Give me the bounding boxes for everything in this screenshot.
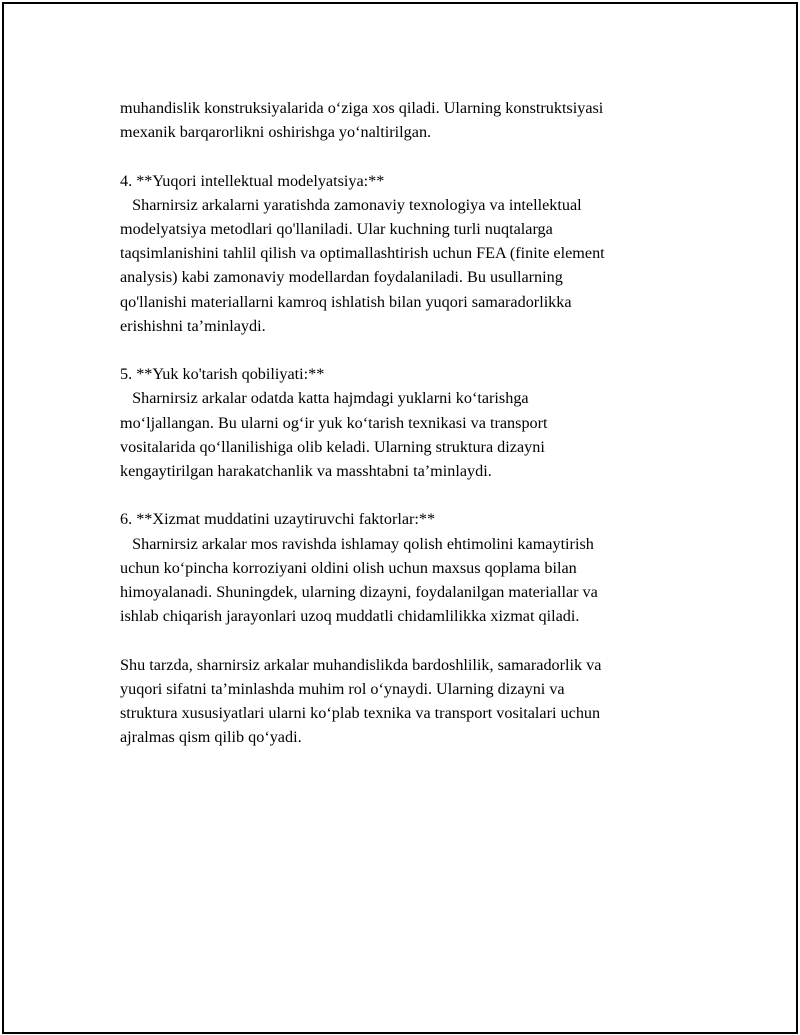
paragraph-continuation xyxy=(120,96,680,144)
paragraph-item-4 xyxy=(120,169,680,338)
text-line: qo'llanishi materiallarni kamroq ishlatish bilan yuqori samaradorlikka xyxy=(120,292,572,311)
text-line: taqsimlanishini tahlil qilish va optimallashtirish uchun FEA (finite element xyxy=(120,244,605,263)
text-line: kengaytirilgan harakatchanlik va masshtabni ta’minlaydi. xyxy=(120,462,492,481)
paragraph-gap xyxy=(120,338,680,362)
text-line: himoyalanadi. Shuningdek, ularning dizayni, foydalanilgan materiallar va xyxy=(120,583,598,602)
paragraph-conclusion xyxy=(120,653,680,750)
item-heading: 5. **Yuk ko'tarish qobiliyati:** xyxy=(120,365,325,384)
item-heading: 6. **Xizmat muddatini uzaytiruvchi faktorlar:** xyxy=(120,510,436,529)
text-line: mexanik barqarorlikni oshirishga yo‘naltirilgan. xyxy=(120,123,432,142)
paragraph-item-6 xyxy=(120,507,680,628)
page-frame xyxy=(2,2,798,1034)
paragraph-item-5 xyxy=(120,362,680,483)
text-line: yuqori sifatni ta’minlashda muhim rol o‘ynaydi. Ularning dizayni va xyxy=(120,679,565,698)
text-line: erishishni ta’minlaydi. xyxy=(120,316,266,335)
document-body xyxy=(120,96,680,749)
paragraph-gap xyxy=(120,628,680,652)
text-line: analysis) kabi zamonaviy modellardan foydalaniladi. Bu usullarning xyxy=(120,268,563,287)
text-line: Sharnirsiz arkalarni yaratishda zamonaviy texnologiya va intellektual xyxy=(120,195,582,214)
paragraph-gap xyxy=(120,483,680,507)
paragraph-gap xyxy=(120,144,680,168)
text-line: ishlab chiqarish jarayonlari uzoq muddatli chidamlilikka xizmat qiladi. xyxy=(120,607,580,626)
text-line: muhandislik konstruksiyalarida o‘ziga xos qiladi. Ularning konstruktsiyasi xyxy=(120,99,604,117)
text-line: Sharnirsiz arkalar mos ravishda ishlamay qolish ehtimolini kamaytirish xyxy=(120,534,594,553)
text-line: struktura xususiyatlari ularni ko‘plab texnika va transport vositalari uchun xyxy=(120,704,601,723)
item-heading: 4. **Yuqori intellektual modelyatsiya:** xyxy=(120,171,385,190)
text-line: Shu tarzda, sharnirsiz arkalar muhandislikda bardoshlilik, samaradorlik va xyxy=(120,655,602,674)
text-line: ajralmas qism qilib qo‘yadi. xyxy=(120,728,302,747)
text-line: uchun ko‘pincha korroziyani oldini olish uchun maxsus qoplama bilan xyxy=(120,558,577,577)
text-line: Sharnirsiz arkalar odatda katta hajmdagi yuklarni ko‘tarishga xyxy=(120,389,529,408)
text-line: mo‘ljallangan. Bu ularni og‘ir yuk ko‘tarish texnikasi va transport xyxy=(120,413,548,432)
text-line: modelyatsiya metodlari qo'llaniladi. Ular kuchning turli nuqtalarga xyxy=(120,220,553,238)
text-line: vositalarida qo‘llanilishiga olib keladi. Ularning struktura dizayni xyxy=(120,437,545,456)
